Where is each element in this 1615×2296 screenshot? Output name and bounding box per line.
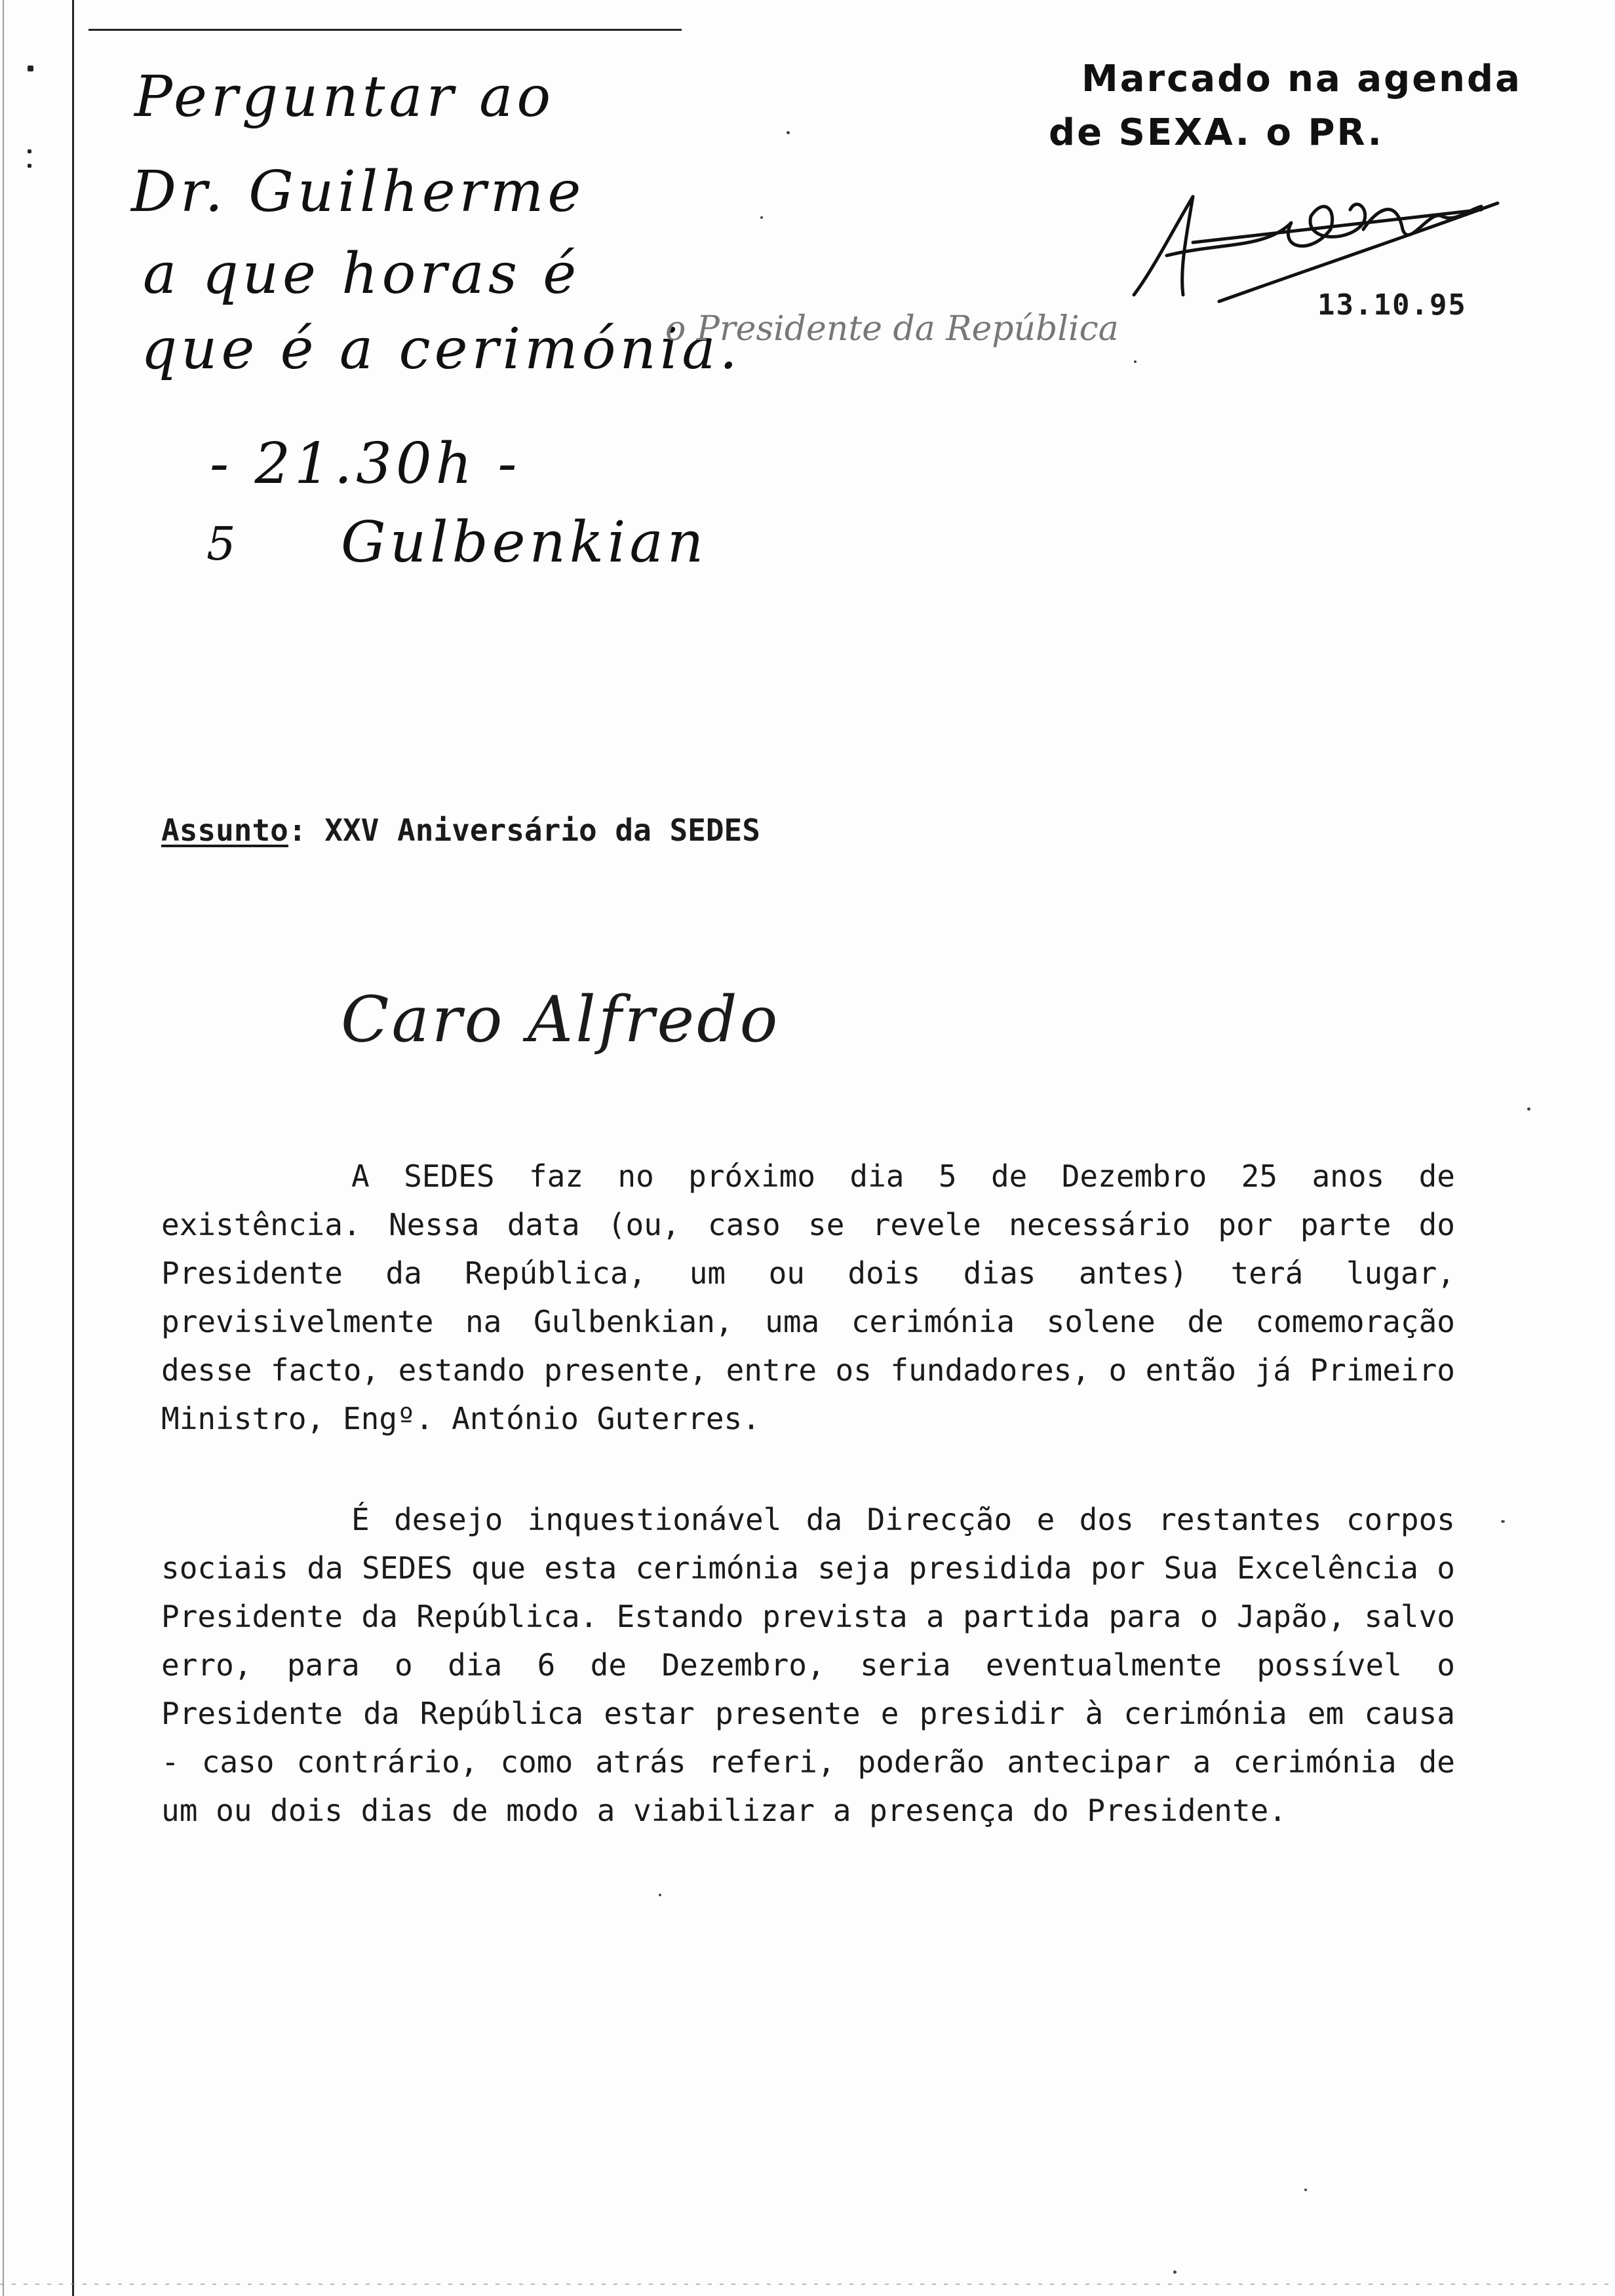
scan-bottom-edge: [0, 2284, 1615, 2285]
subject-label: Assunto: [161, 813, 288, 848]
handwritten-line-3: a que horas é: [143, 241, 581, 307]
handwritten-note-line-1: Marcado na agenda: [1081, 58, 1522, 100]
top-rule: [88, 29, 682, 31]
paragraph-1-text: A SEDES faz no próximo dia 5 de Dezembro 25 anos de existência. Nessa data (ou, caso se revele necessário por parte do Presidente da República, um ou dois dias antes) terá lugar, previsivelmente na Gulbenkian, uma cerimónia solene de comemoração desse facto, estando presente, entre os fundadores, o então já Primeiro Ministro, Engº. António Guterres.: [161, 1158, 1455, 1436]
paragraph-2: [161, 1495, 1455, 1835]
handwritten-note-line-2: de SEXA. o PR.: [1049, 111, 1384, 154]
handwritten-line-4: que é a cerimónia.: [141, 316, 742, 382]
scan-left-edge: [3, 0, 4, 2296]
punch-mark: [28, 66, 33, 71]
subject-line: [161, 813, 760, 848]
handwritten-time: - 21.30h -: [210, 431, 521, 497]
signature-date: 13.10.95: [1317, 288, 1467, 322]
salutation: Caro Alfredo: [341, 983, 781, 1056]
subject-text: : XXV Aniversário da SEDES: [288, 813, 760, 848]
punch-mark: [28, 149, 31, 153]
paragraph-1: [161, 1152, 1455, 1443]
punch-mark: [28, 164, 31, 168]
handwritten-line-1: Perguntar ao: [134, 64, 555, 130]
handwritten-line-2: Dr. Guilherme: [131, 159, 585, 225]
paragraph-2-text: É desejo inquestionável da Direcção e dos restantes corpos sociais da SEDES que esta cerimónia seja presidida por Sua Excelência o Presidente da República. Estando prevista a partida para o Japão, salvo erro, para o dia 6 de Dezembro, seria eventualmente possível o Presidente da República estar presente e presidir à cerimónia em causa - caso contrário, como atrás referi, poderão antecipar a cerimónia de um ou dois dias de modo a viabilizar a presença do Presidente.: [161, 1502, 1455, 1828]
margin-rule: [72, 0, 74, 2296]
handwritten-location: Gulbenkian: [341, 510, 708, 575]
handwritten-location-number: 5: [206, 517, 240, 571]
letterhead: o Presidente da República: [665, 309, 1119, 349]
